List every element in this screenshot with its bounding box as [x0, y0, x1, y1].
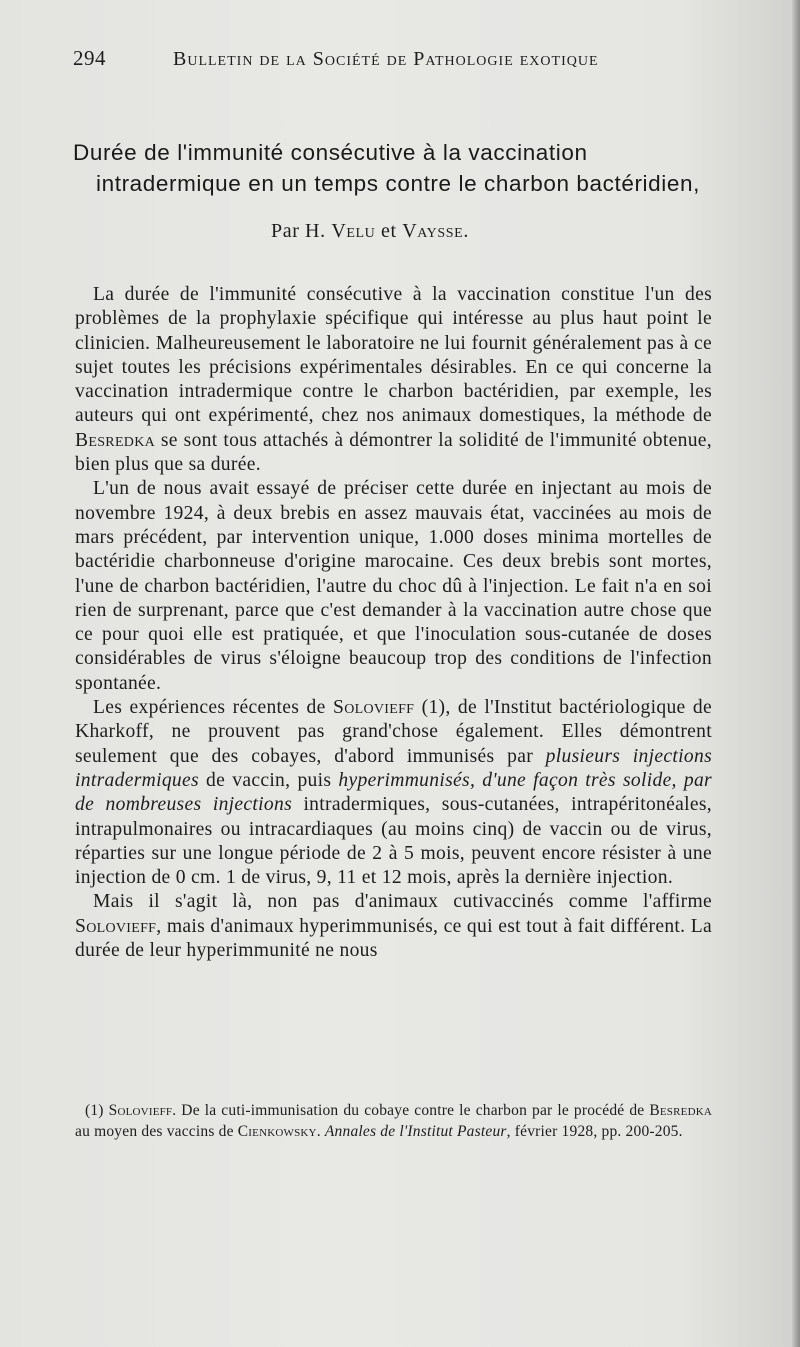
paragraph-3-italic-1: plusieurs injections intradermiques: [75, 745, 712, 791]
article-title: [73, 137, 733, 199]
paragraph-3-italic-2: hyperimmunisés, d'une façon très solide, par de nombreuses injections: [75, 769, 712, 816]
footnote-author-solovieff: Solovieff: [108, 1102, 173, 1119]
author-vaysse: Vaysse: [402, 220, 464, 242]
footnote-text-b: au moyen des vaccins de: [75, 1122, 238, 1140]
footnote: [75, 1101, 712, 1142]
footnote-author-cienkowsky: Cienkowsky: [237, 1122, 317, 1140]
footnote-text-d: , février 1928, pp. 200-205.: [506, 1122, 683, 1140]
paragraph-4-text-b: , mais d'animaux hyperimmunisés, ce qui est tout à fait différent. La durée de leur hyperimmunité ne nous: [75, 915, 712, 962]
footnote-journal: Annales de l'Institut Pasteur: [324, 1122, 507, 1140]
paragraph-1-text-b: se sont tous attachés à démontrer la solidité de l'immunité obtenue, bien plus que sa durée.: [75, 429, 712, 476]
byline-prefix: Par H.: [271, 220, 332, 242]
author-ref-solovieff: Solovieff: [333, 697, 415, 719]
paragraph-3-text-d: intradermiques, sous-cutanées, intrapéritonéales, intrapulmonaires ou intracardiaques (au moins cinq) de vaccin ou de virus, réparties sur une longue période de 2 à 5 mois, peuvent encore résister à une injection de 0 cm. 1 de virus, 9, 11 et 12 mois, après la dernière injection.: [75, 794, 712, 889]
footnote-1: [75, 1101, 712, 1142]
paragraph-2: L'un de nous avait essayé de préciser cette durée en injectant au mois de novembre 1924, à deux brebis en assez mauvais état, vaccinées au mois de mars précédent, par intervention unique, 1.000 doses minima mortelles de bactéridie charbonneuse d'origine marocaine. Ces deux brebis sont mortes, l'une de charbon bactéridien, l'autre du choc dû à l'injection. Le fait n'a en soi rien de surprenant, parce que c'est demander à la vaccination autre chose que ce pour quoi elle est pratiquée, et que l'inoculation sous-cutanée de doses considérables de virus s'éloigne beaucoup trop des conditions de l'infection spontanée.: [75, 478, 712, 694]
page-edge-shadow: [792, 0, 800, 1347]
author-ref-besredka: Besredka: [75, 429, 156, 451]
paragraph-3-text-b: , de l'Institut bactériologique de Kharkoff, ne prouvent pas grand'chose également. Elles démontrent seulement que des cobayes, d'abord immunisés par: [75, 697, 712, 767]
title-line-2: intradermique en un temps contre le charbon bactéridien,: [96, 171, 700, 196]
paragraph-1: [75, 283, 712, 477]
byline-suffix: .: [463, 220, 469, 242]
paragraph-1-text-a: La durée de l'immunité consécutive à la vaccination constitue l'un des problèmes de la prophylaxie spécifique qui intéresse au plus haut point le clinicien. Malheureusement le laboratoire ne lui fournit généralement pas à ce sujet toutes les précisions expérimentales désirables. En ce qui concerne la vaccination intradermique contre le charbon bactéridien, par exemple, les auteurs qui ont expérimenté, chez nos animaux domestiques, la méthode de: [75, 284, 712, 427]
article-body: [75, 283, 712, 963]
page-number: 294: [73, 46, 106, 70]
paragraph-3-text-c: de vaccin, puis: [198, 769, 339, 791]
paragraph-3: [75, 696, 712, 890]
author-velu: Velu: [331, 220, 376, 242]
title-line-1: Durée de l'immunité consécutive à la vaccination: [73, 140, 588, 165]
footnote-text-c: .: [316, 1122, 325, 1140]
footnote-mark: (1): [85, 1102, 109, 1119]
byline-and: et: [375, 220, 403, 242]
running-title: Bulletin de la Société de Pathologie exotique: [173, 48, 599, 70]
footnote-reference[interactable]: (1): [414, 697, 446, 719]
footnote-author-besredka: Besredka: [649, 1102, 713, 1119]
paragraph-3-text-a: Les expériences récentes de: [93, 697, 333, 719]
paragraph-4: [75, 890, 712, 963]
author-ref-solovieff-2: Solovieff: [75, 915, 157, 937]
article-byline: [271, 220, 469, 243]
paragraph-4-text-a: Mais il s'agit là, non pas d'animaux cutivaccinés comme l'affirme: [93, 891, 712, 913]
footnote-text-a: . De la cuti-immunisation du cobaye contre le charbon par le procédé de: [172, 1102, 650, 1119]
